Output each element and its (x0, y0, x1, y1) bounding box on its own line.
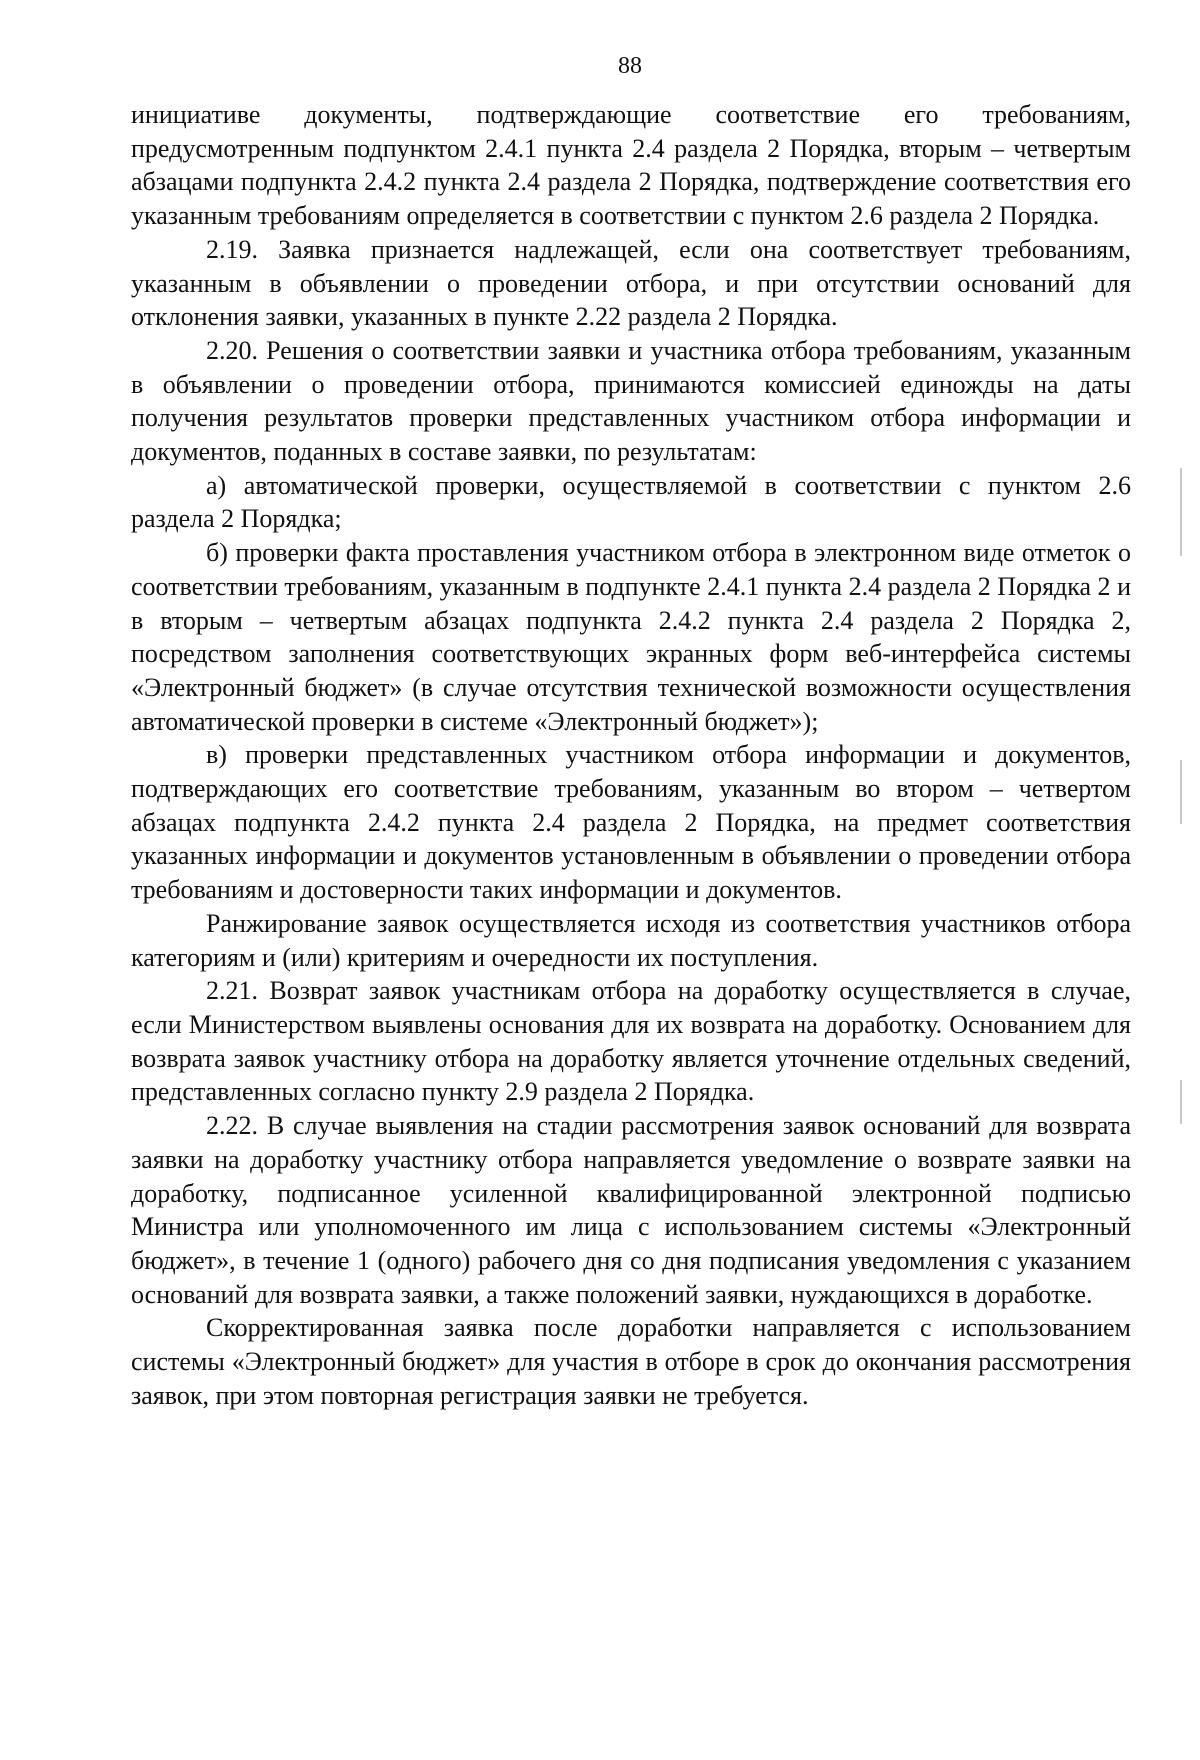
paragraph-2-21: 2.21. Возврат заявок участникам отбора на доработку осуществляется в случае, если Министерством выявлены основания для их возврата на доработку. Основанием для возврата заявок участнику отбора на доработку является уточнение отдельных сведений, представленных согласно пункту 2.9 раздела 2 Порядка. (131, 976, 1131, 1107)
paragraph-corrected-application: Скорректированная заявка после доработки направляется с использованием системы «Электронный бюджет» для участия в отборе в срок до окончания рассмотрения заявок, при этом повторная регистрация заявки не требуется. (131, 1313, 1131, 1410)
paragraph-2-19: 2.19. Заявка признается надлежащей, если она соответствует требованиям, указанным в объявлении о проведении отбора, и при отсутствии оснований для отклонения заявки, указанных в пункте 2.22 раздела 2 Порядка. (131, 234, 1131, 332)
page-number: 88 (618, 53, 642, 79)
scan-edge-mark (1180, 1080, 1182, 1124)
list-item-b: б) проверки факта проставления участником отбора в электронном виде отметок о соответствии требованиям, указанным в подпункте 2.4.1 пункта 2.4 раздела 2 Порядка 2 и в вторым – четвертым абзацах подпункта 2.4.2 пункта 2.4 раздела 2 Порядка 2, посредством заполнения соответствующих экранных форм веб-интерфейса системы «Электронный бюджет» (в случае отсутствия технической возможности осуществления автоматической проверки в системе «Электронный бюджет»); (131, 538, 1131, 736)
list-item-a: а) автоматической проверки, осуществляемой в соответствии с пунктом 2.6 раздела 2 Порядка; (131, 470, 1131, 534)
document-body (131, 98, 1131, 1412)
paragraph-2-20: 2.20. Решения о соответствии заявки и участника отбора требованиям, указанным в объявлении о проведении отбора, принимаются комиссией единожды на даты получения результатов проверки представленных участником отбора информации и документов, поданных в составе заявки, по результатам: (131, 335, 1131, 467)
scan-edge-mark (1180, 468, 1182, 556)
scan-edge-mark (1180, 760, 1182, 824)
paragraph-continuation: инициативе документы, подтверждающие соответствие его требованиям, предусмотренным подпунктом 2.4.1 пункта 2.4 раздела 2 Порядка, вторым – четвертым абзацами подпункта 2.4.2 пункта 2.4 раздела 2 Порядка, подтверждение соответствия его указанным требованиям определяется в соответствии с пунктом 2.6 раздела 2 Порядка. (131, 100, 1131, 231)
paragraph-2-22: 2.22. В случае выявления на стадии рассмотрения заявок оснований для возврата заявки на доработку участнику отбора направляется уведомление о возврате заявки на доработку, подписанное усиленной квалифицированной электронной подписью Министра или уполномоченного им лица с использованием системы «Электронный бюджет», в течение 1 (одного) рабочего дня со дня подписания уведомления с указанием оснований для возврата заявки, а также положений заявки, нуждающихся в доработке. (131, 1111, 1131, 1309)
list-item-v: в) проверки представленных участником отбора информации и документов, подтверждающих его соответствие требованиям, указанным во втором – четвертом абзацах подпункта 2.4.2 пункта 2.4 раздела 2 Порядка, на предмет соответствия указанных информации и документов установленным в объявлении о проведении отбора требованиям и достоверности таких информации и документов. (131, 740, 1131, 905)
paragraph-ranking: Ранжирование заявок осуществляется исходя из соответствия участников отбора категориям и (или) критериям и очередности их поступления. (131, 908, 1131, 972)
